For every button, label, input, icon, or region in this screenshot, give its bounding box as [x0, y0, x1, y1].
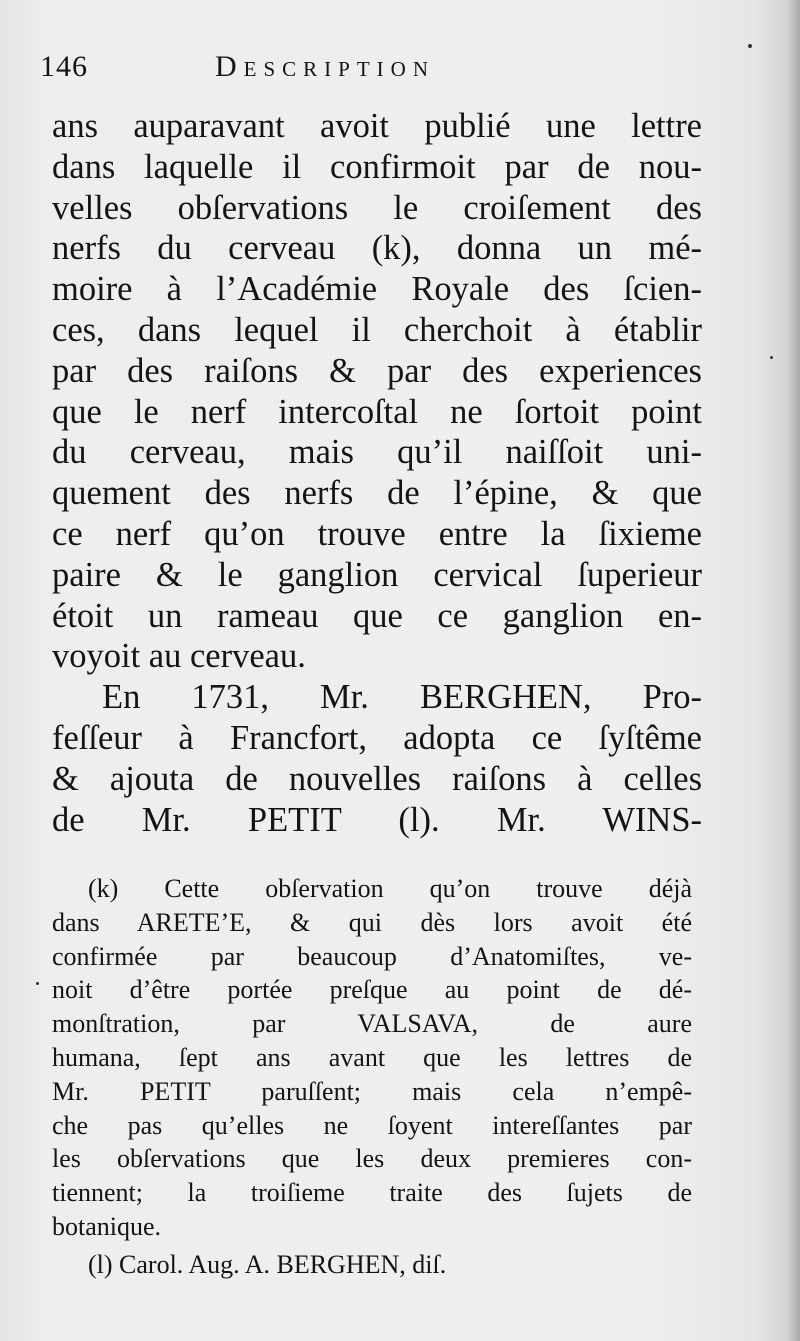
footnote-line: tiennent; la troiſieme traite des ſujets de [52, 1178, 692, 1208]
text-line: étoit un rameau que ce ganglion en- [52, 596, 702, 635]
page-header [40, 50, 600, 100]
text-line: En 1731, Mr. BERGHEN, Pro- [102, 678, 702, 717]
footnote-line: confirmée par beaucoup d’Anatomiſtes, ve- [52, 941, 692, 971]
text-line: ces, dans lequel il cherchoit à établir [52, 310, 702, 349]
main-text [52, 106, 702, 840]
ink-speck [748, 44, 752, 48]
text-line: ans auparavant avoit publié une lettre [52, 107, 702, 145]
text-line: voyoit au cerveau. [52, 637, 306, 676]
text-line: par des raiſons & par des experiences [52, 351, 702, 390]
page-gutter-shadow [786, 0, 800, 1341]
ink-speck [36, 982, 39, 985]
footnote-line: monſtration, par VALSAVA, de aure [52, 1009, 692, 1039]
footnote-l [52, 1248, 692, 1282]
footnotes [52, 872, 692, 1282]
text-line: que le nerf intercoſtal ne ſortoit point [52, 392, 702, 431]
text-line: quement des nerfs de l’épine, & que [52, 474, 702, 513]
ink-speck [770, 356, 773, 359]
text-line: de Mr. PETIT (l). Mr. WINS- [52, 800, 702, 839]
text-line: velles obſervations le croiſement des [52, 188, 702, 227]
page-number: 146 [40, 50, 88, 83]
running-title: Description [215, 50, 436, 83]
footnote-line: (l) Carol. Aug. A. BERGHEN, diſ. [88, 1249, 447, 1279]
text-line: ce nerf qu’on trouve entre la ſixieme [52, 514, 702, 553]
footnote-line: Mr. PETIT paruſſent; mais cela n’empê- [52, 1076, 692, 1106]
text-line: feſſeur à Francfort, adopta ce ſyſtême [52, 718, 702, 757]
text-line: moire à l’Académie Royale des ſcien- [52, 270, 702, 309]
footnote-line: noit d’être portée preſque au point de dé- [52, 975, 692, 1005]
text-line: nerfs du cerveau (k), donna un mé- [52, 229, 702, 268]
footnote-line: (k) Cette obſervation qu’on trouve déjà [88, 874, 692, 903]
text-line: dans laquelle il confirmoit par de nou- [52, 147, 702, 186]
footnote-line: botanique. [52, 1211, 162, 1241]
text-line: & ajouta de nouvelles raiſons à celles [52, 759, 702, 798]
text-line: paire & le ganglion cervical ſuperieur [52, 555, 702, 594]
footnote-k [52, 872, 692, 1244]
footnote-line: dans ARETE’E, & qui dès lors avoit été [52, 907, 692, 937]
footnote-line: humana, ſept ans avant que les lettres de [52, 1042, 692, 1072]
footnote-line: les obſervations que les deux premieres con- [52, 1144, 692, 1174]
text-line: du cerveau, mais qu’il naiſſoit uni- [52, 433, 702, 472]
footnote-line: che pas qu’elles ne ſoyent intereſſantes par [52, 1110, 692, 1140]
